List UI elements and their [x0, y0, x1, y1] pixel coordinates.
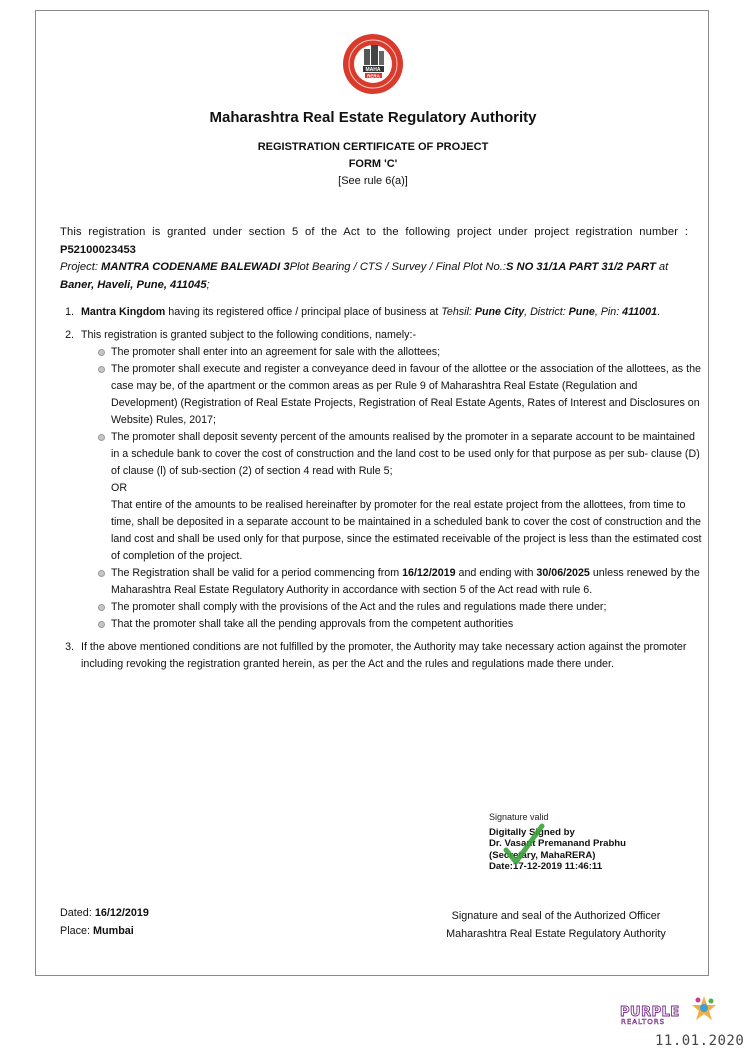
- svg-text:MAHA: MAHA: [365, 67, 381, 73]
- registration-intro: [60, 224, 688, 294]
- list-item: 3. If the above mentioned conditions are not fulfilled by the promoter, the Authority may take necessary action against the promoter including revoking the registration granted herein, as per the Act and the rules and regulations made there under.: [77, 639, 705, 673]
- svg-text:RERA: RERA: [367, 73, 380, 79]
- bullet-icon: [98, 366, 105, 373]
- svg-text:PURPLE: PURPLE: [620, 1005, 680, 1020]
- condition-item: The promoter shall comply with the provisions of the Act and the rules and regulations made there under;: [111, 599, 705, 616]
- bullet-icon: [98, 621, 105, 628]
- dated-value: 16/12/2019: [94, 907, 149, 919]
- bullet-icon: [98, 570, 105, 577]
- plot-number: S NO 31/1A PART 31/2 PART: [505, 261, 656, 273]
- form-label: FORM 'C': [348, 158, 398, 170]
- alternate-condition: That entire of the amounts to be realised hereinafter by promoter for the real estate project from the allottees, from time to time, shall be deposited in a separate account to be maintained in a scheduled bank to cover the cost of construction and the land cost and shall be used only for that purpose, since the estimated receivable of the project is less than the estimated cost of completion of the project.: [111, 499, 702, 562]
- promoter-name: Mantra Kingdom: [81, 306, 166, 318]
- purple-realtors-logo: [618, 990, 718, 1030]
- condition-bullets: [81, 344, 705, 633]
- condition-item: The promoter shall deposit seventy percent of the amounts realised by the promoter in a separate account to be maintained in a schedule bank to cover the cost of construction and the land cost to be used only for that purpose as per sub- clause (D) of clause (l) of sub-section (2) of section 4 read with Rule 5; OR That entire of the amounts to be realised hereinafter by promoter for the real estate project from the allottees, from time to time, shall be deposited in a separate account to be maintained in a scheduled bank to cover the cost of construction and the land cost and shall be used only for that purpose, since the estimated receivable of the project is less than the estimated cost of completion of the project.: [111, 429, 705, 565]
- project-name: MANTRA CODENAME BALEWADI 3: [101, 261, 290, 273]
- list-item: 1. Mantra Kingdom having its registered office / principal place of business at Tehsil: Pune City, District: Pune, Pin: 411001.: [77, 304, 705, 321]
- list-item: 2. This registration is granted subject to the following conditions, namely:- The promoter shall enter into an agreement for sale with the allottees; The promoter shall execute and register a conveyance deed in favour of the allottee or the association of the allottees, as the case may be, of the apartment or the common areas as per Rule 9 of Maharashtra Real Estate (Regulation and Development) (Registration of Real Estate Projects, Registration of Real Estate Agents, Rates of Interest and Disclosures on Website) Rules, 2017; The promoter shall deposit seventy percent of the amounts realised by the promoter in a separate account to be maintained in a schedule bank to cover the cost of construction and the land cost to be used only for that purpose as per sub- clause (D) of clause (l) of sub-section (2) of section 4 read with Rule 5; OR That entire of the amounts to be realised hereinafter by promoter for the real estate project from the allottees, from time to time, shall be deposited in a separate account to be maintained in a scheduled bank to cover the cost of construction and the land cost and shall be used only for that purpose, since the estimated receivable of the project is less than the estimated cost of completion of the project. The Registration shall be valid for a period commencing from 16/12/2019 and ending with 30/06/2025 unless renewed by the Maharashtra Real Estate Regulatory Authority in accordance with section 5 of the Act read with rule 6. The promoter shall comply with the provisions of the Act and the rules and regulations made there under; That the promoter shall take all the pending approvals from the competent authorities: [77, 327, 705, 633]
- digital-signature: Signature valid Digitally Signed by Dr. Vasant Premanand Prabhu (Secretary, MahaRERA) Date:17-12-2019 11:46:11: [489, 812, 669, 873]
- svg-text:REALTORS: REALTORS: [621, 1018, 666, 1026]
- signature-caption: Signature and seal of the Authorized Officer Maharashtra Real Estate Regulatory Authority: [446, 910, 666, 940]
- rule-reference: [See rule 6(a)]: [338, 175, 408, 187]
- condition-item: The promoter shall execute and register a conveyance deed in favour of the allottee or the association of the allottees, as the case may be, of the apartment or the common areas as per Rule 9 of Maharashtra Real Estate (Regulation and Development) (Registration of Real Estate Projects, Registration of Real Estate Agents, Rates of Interest and Disclosures on Website) Rules, 2017;: [111, 361, 705, 429]
- tehsil: Pune City: [474, 306, 525, 318]
- district: Pune: [568, 306, 595, 318]
- authority-heading: Maharashtra Real Estate Regulatory Authority: [209, 109, 537, 126]
- checkmark-icon: [502, 822, 546, 870]
- maharera-seal-logo: [342, 33, 404, 95]
- signature-valid-label: Signature valid: [489, 812, 549, 822]
- validity-end: 30/06/2025: [536, 567, 590, 579]
- conditions-list: [60, 304, 705, 679]
- project-line: Project: MANTRA CODENAME BALEWADI 3Plot Bearing / CTS / Survey / Final Plot No.:S NO 31/1A PART 31/2 PART at Baner, Haveli, Pune, 411045;: [60, 261, 669, 291]
- pin-code: 411001: [622, 306, 658, 318]
- dated-line: Dated: 16/12/2019: [60, 907, 149, 919]
- registration-number: P52100023453: [60, 243, 136, 256]
- or-separator: OR: [111, 482, 128, 494]
- place-value: Mumbai: [93, 925, 134, 937]
- validity-start: 16/12/2019: [402, 567, 456, 579]
- place-line: Place: Mumbai: [60, 925, 134, 937]
- bullet-icon: [98, 434, 105, 441]
- certificate-title: REGISTRATION CERTIFICATE OF PROJECT: [257, 141, 489, 153]
- condition-item: That the promoter shall take all the pending approvals from the competent authorities: [111, 616, 705, 633]
- bullet-icon: [98, 349, 105, 356]
- project-location: Baner, Haveli, Pune, 411045: [60, 278, 207, 291]
- intro-line: This registration is granted under section 5 of the Act to the following project under project registration number :: [60, 226, 688, 238]
- bullet-icon: [98, 604, 105, 611]
- signature-date: Date:17-12-2019 11:46:11: [489, 861, 603, 872]
- watermark-date: 11.01.2020: [655, 1033, 745, 1049]
- condition-item: The Registration shall be valid for a period commencing from 16/12/2019 and ending with 30/06/2025 unless renewed by the Maharashtra Real Estate Regulatory Authority in accordance with section 5 of the Act read with rule 6.: [111, 565, 705, 599]
- signatory-name: Dr. Vasant Premanand Prabhu: [489, 838, 627, 849]
- condition-item: The promoter shall enter into an agreement for sale with the allottees;: [111, 344, 705, 361]
